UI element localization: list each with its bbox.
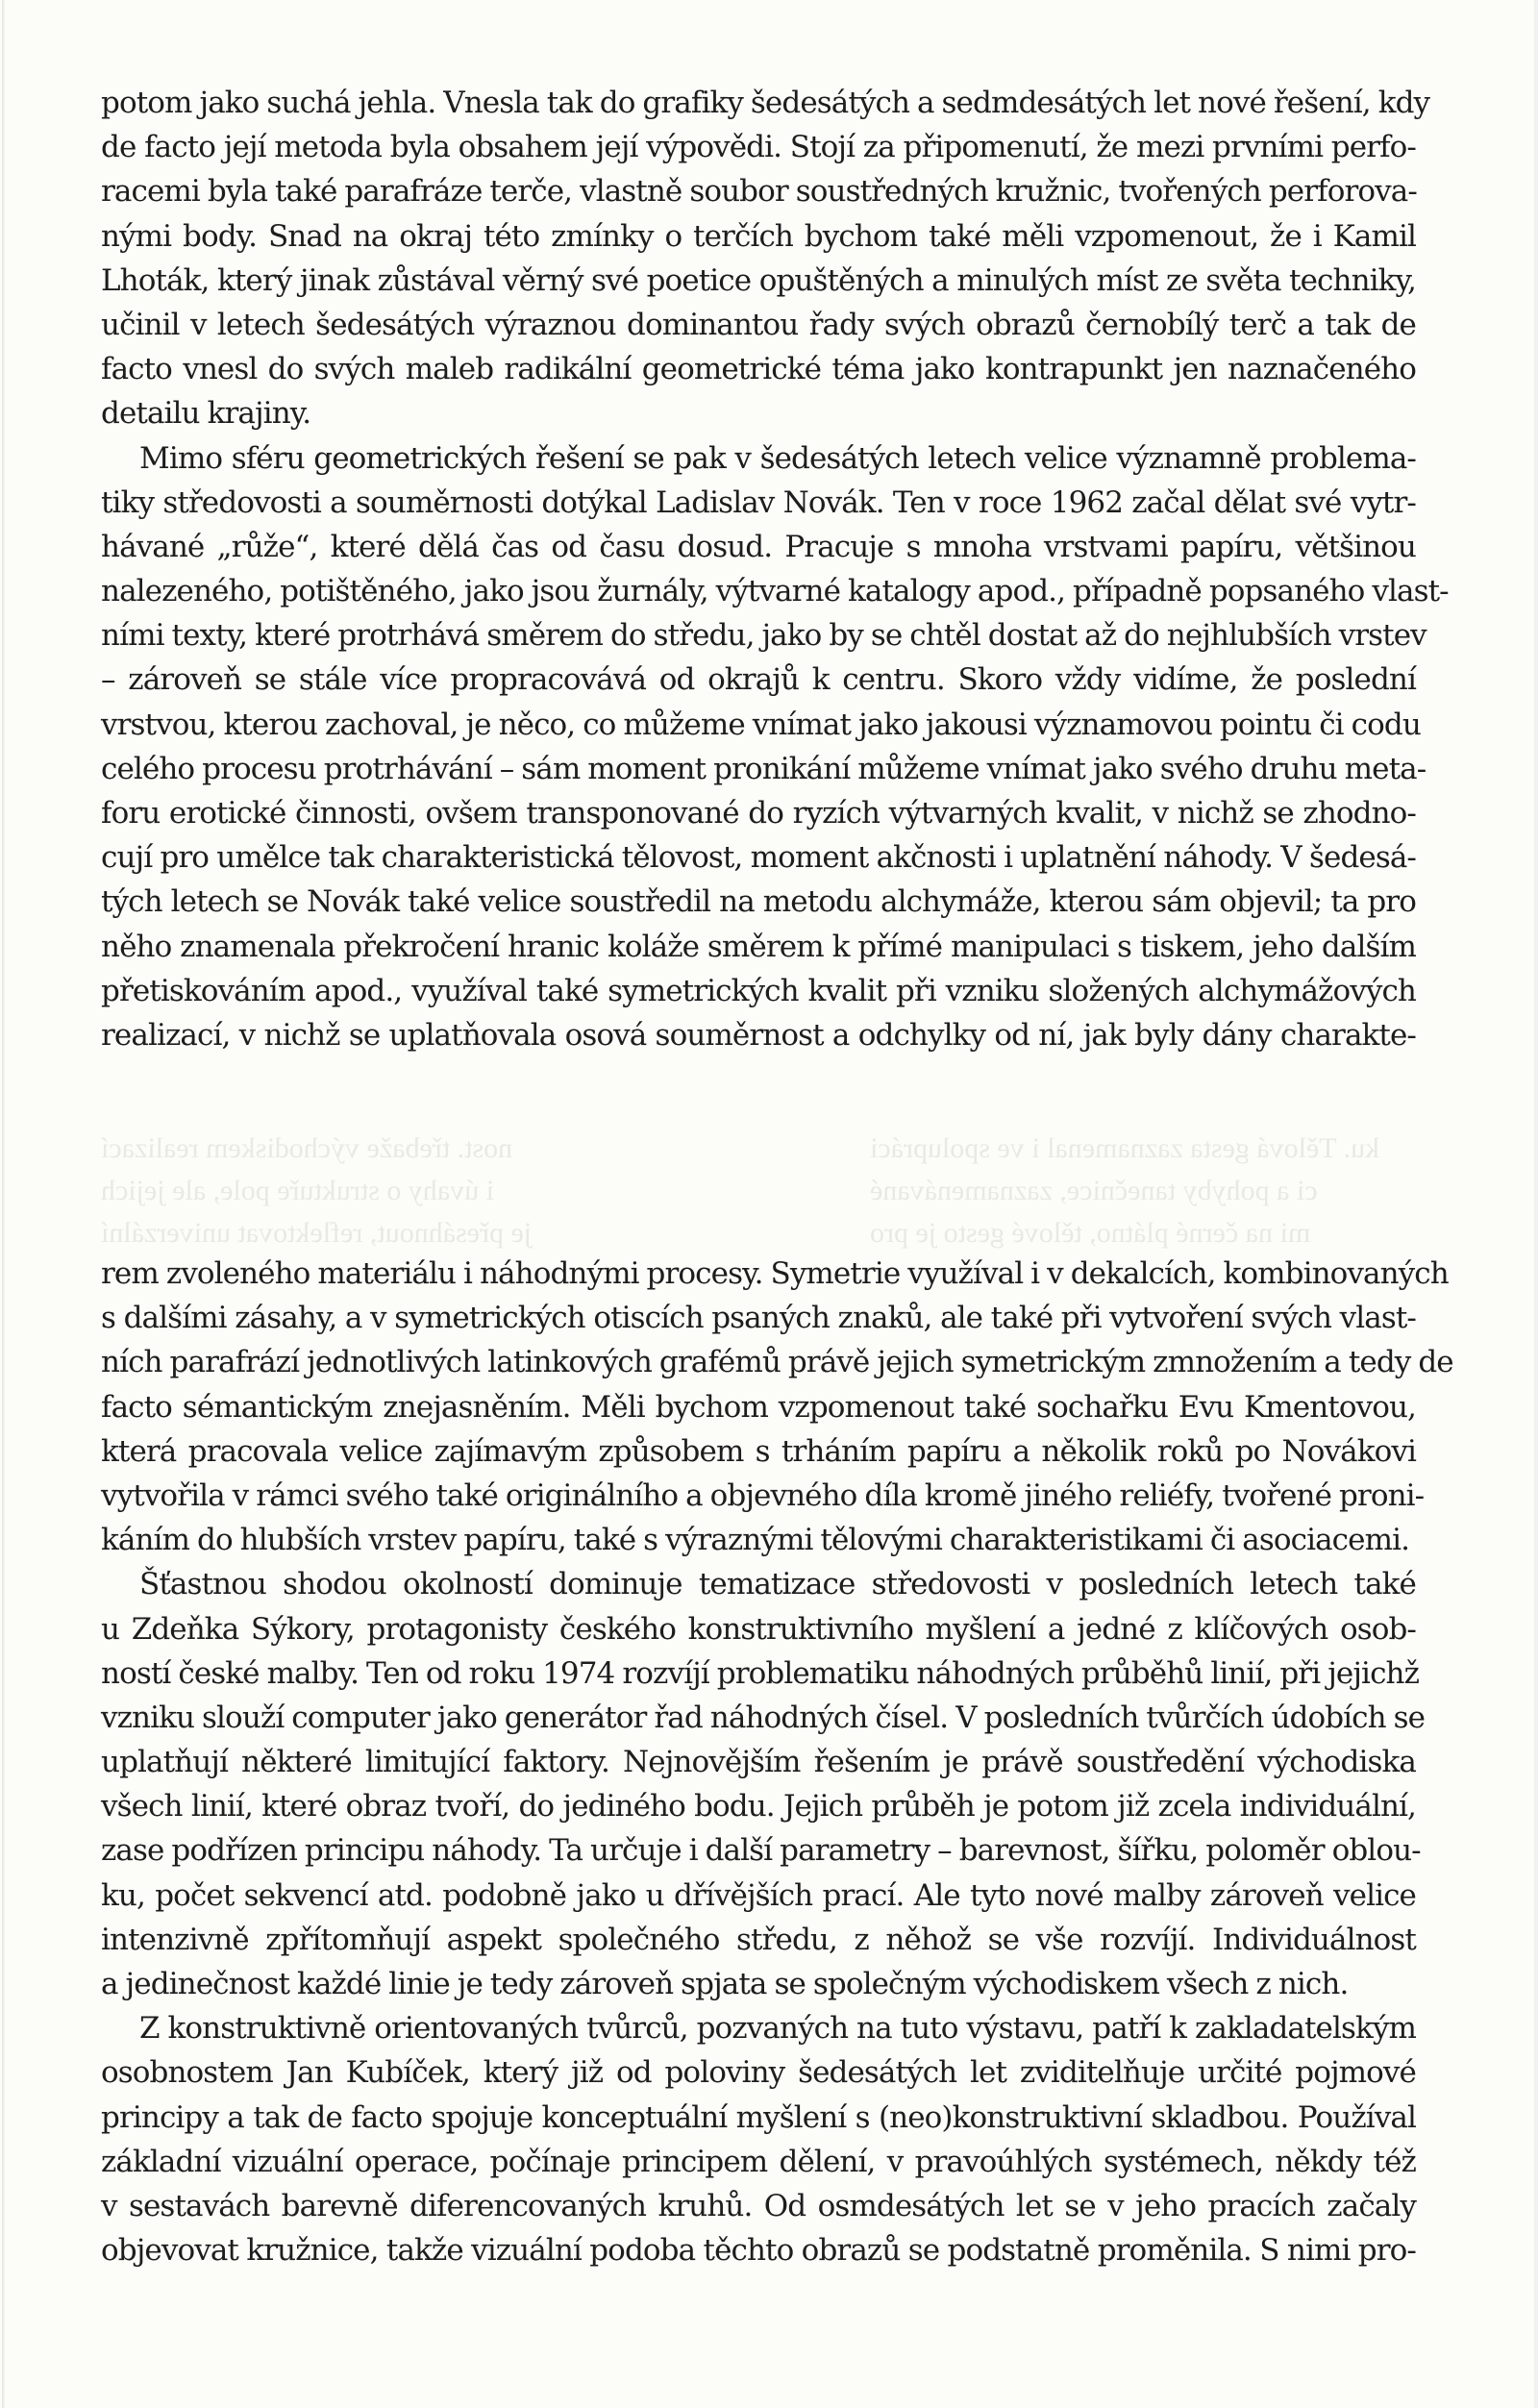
- text-line: v sestavách barevně diferencovaných kruhů. Od osmdesátých let se v jeho pracích začaly: [101, 2188, 1416, 2223]
- text-line: ními texty, které protrhává směrem do středu, jako by se chtěl dostat až do nejhlubších vrstev: [101, 618, 1426, 654]
- paragraph: [101, 1252, 1453, 1562]
- text-line: tých letech se Novák také velice soustředil na metodu alchymáže, kterou sám objevil; ta pro: [101, 884, 1416, 920]
- text-block-upper: [101, 81, 1449, 1057]
- text-line: celého procesu protrhávání – sám moment pronikání můžeme vnímat jako svého druhu meta-: [101, 751, 1426, 786]
- text-line: ních parafrází jednotlivých latinkových grafémů právě jejich symetrickým zmnožením a tedy de: [101, 1345, 1453, 1380]
- text-line: káním do hlubších vrstev papíru, také s výraznými tělovými charakteristikami či asociacemi.: [101, 1523, 1410, 1558]
- text-line: hávané „růže“, které dělá čas od času dosud. Pracuje s mnoha vrstvami papíru, většinou: [101, 529, 1416, 564]
- text-line: racemi byla také parafráze terče, vlastně soubor soustředných kružnic, tvořených perforova-: [101, 174, 1417, 210]
- text-line: přetiskováním apod., využíval také symetrických kvalit při vzniku složených alchymážových: [101, 973, 1416, 1008]
- text-line: nými body. Snad na okraj této zmínky o terčích bychom také měli vzpomenout, že i Kamil: [101, 218, 1416, 254]
- text-line: která pracovala velice zajímavým způsobem s trháním papíru a několik roků po Novákovi: [101, 1433, 1416, 1469]
- bleed-through-text: i úvahy o struktuře pole, ale jejich: [101, 1175, 495, 1206]
- paragraph: [101, 436, 1449, 1058]
- text-line: ku, počet sekvencí atd. podobně jako u dřívějších prací. Ale tyto nové malby zároveň velice: [101, 1877, 1416, 1913]
- text-line: zase podřízen principu náhody. Ta určuje i další parametry – barevnost, šířku, poloměr oblou-: [101, 1833, 1421, 1869]
- text-line: uplatňují některé limitující faktory. Nejnovějším řešením je právě soustředění východiska: [101, 1745, 1416, 1780]
- page-right-edge: [1534, 0, 1538, 2408]
- bleed-through-text: je přesáhnout, reflektovat univerzální: [101, 1217, 533, 1249]
- text-line: de facto její metoda byla obsahem její výpovědi. Stojí za připomenutí, že mezi prvními perfo-: [101, 130, 1416, 165]
- text-line: Z konstruktivně orientovaných tvůrců, pozvaných na tuto výstavu, patří k zakladatelským: [139, 2011, 1416, 2047]
- text-line: Lhoták, který jinak zůstával věrný své poetice opuštěných a minulých míst ze světa techniky,: [101, 262, 1416, 298]
- text-line: ností české malby. Ten od roku 1974 rozvíjí problematiku náhodných průběhů linií, při jejichž: [101, 1655, 1420, 1691]
- text-line: všech linií, které obraz tvoří, do jediného bodu. Jejich průběh je potom již zcela individuální,: [101, 1789, 1416, 1825]
- paragraph: [101, 1562, 1426, 2006]
- text-line: potom jako suchá jehla. Vnesla tak do grafiky šedesátých a sedmdesátých let nové řešení, kdy: [101, 86, 1430, 120]
- text-line: principy a tak de facto spojuje konceptuální myšlení s (neo)konstruktivní skladbou. Používal: [101, 2099, 1416, 2135]
- text-line: Šťastnou shodou okolností dominuje tematizace středovosti v posledních letech také: [139, 1567, 1416, 1602]
- text-line: u Zdeňka Sýkory, protagonisty českého konstruktivního myšlení a jedné z klíčových osob-: [101, 1611, 1416, 1647]
- text-line: facto sémantickým znejasněním. Měli bychom vzpomenout také sochařku Evu Kmentovou,: [101, 1389, 1416, 1425]
- bleed-through-text: ci a pohyby tanečnice, zaznamenávané: [870, 1175, 1318, 1206]
- text-block-lower: [101, 1252, 1453, 2272]
- text-line: vytvořila v rámci svého také originálního a objevného díla kromě jiného reliéfy, tvořené proni-: [101, 1477, 1425, 1513]
- text-line: tiky středovosti a souměrnosti dotýkal Ladislav Novák. Ten v roce 1962 začal dělat své vytr-: [101, 484, 1416, 520]
- binding-edge-shadow: [2, 0, 5, 2408]
- text-line: něho znamenala překročení hranic koláže směrem k přímé manipulaci s tiskem, jeho dalším: [101, 929, 1416, 964]
- text-line: základní vizuální operace, počínaje principem dělení, v pravoúhlých systémech, někdy též: [101, 2144, 1416, 2179]
- text-line: Mimo sféru geometrických řešení se pak v šedesátých letech velice významně problema-: [139, 440, 1416, 476]
- text-line: a jedinečnost každé linie je tedy zároveň spjata se společným východiskem všech z nich.: [101, 1967, 1349, 2001]
- text-line: vrstvou, kterou zachoval, je něco, co můžeme vnímat jako jakousi významovou pointu či codu: [101, 707, 1421, 742]
- text-line: intenzivně zpřítomňují aspekt společného středu, z něhož se vše rozvíjí. Individuálnost: [101, 1922, 1416, 1957]
- text-line: foru erotické činnosti, ovšem transponované do ryzích výtvarných kvalit, v nichž se zhodno-: [101, 796, 1416, 831]
- text-line: nalezeného, potištěného, jako jsou žurnály, výtvarné katalogy apod., případně popsaného vlast-: [101, 574, 1449, 609]
- text-line: rem zvoleného materiálu i náhodnými procesy. Symetrie využíval i v dekalcích, kombinovaných: [101, 1256, 1449, 1291]
- paragraph: [101, 81, 1430, 436]
- bleed-through-text: nost. třebaže východiskem realizací: [101, 1132, 513, 1164]
- text-line: učinil v letech šedesátých výraznou dominantou řady svých obrazů černobílý terč a tak de: [101, 307, 1416, 342]
- text-line: realizací, v nichž se uplatňovala osová souměrnost a odchylky od ní, jak byly dány charakte-: [101, 1017, 1416, 1053]
- text-line: facto vnesl do svých maleb radikální geometrické téma jako kontrapunkt jen naznačeného: [101, 352, 1416, 387]
- paragraph: [101, 2006, 1416, 2272]
- bleed-through-text: mi na černé plátno, tělové gesto je pro: [870, 1217, 1311, 1249]
- text-line: osobnostem Jan Kubíček, který již od poloviny šedesátých let zviditelňuje určité pojmové: [101, 2055, 1416, 2091]
- text-line: vzniku slouží computer jako generátor řad náhodných čísel. V posledních tvůrčích údobích se: [101, 1700, 1426, 1735]
- text-line: cují pro umělce tak charakteristická tělovost, moment akčnosti i uplatnění náhody. V šedesá-: [101, 840, 1416, 876]
- text-line: – zároveň se stále více propracovává od okrajů k centru. Skoro vždy vidíme, že poslední: [101, 662, 1416, 698]
- text-line: objevovat kružnice, takže vizuální podoba těchto obrazů se podstatně proměnila. S nimi pro-: [101, 2233, 1416, 2269]
- text-line: s dalšími zásahy, a v symetrických otiscích psaných znaků, ale také při vytvoření svých vlast-: [101, 1301, 1416, 1336]
- text-line: detailu krajiny.: [101, 396, 311, 432]
- bleed-through-text: ku. Tělová gesta zaznamenal i ve spolupráci: [870, 1132, 1380, 1164]
